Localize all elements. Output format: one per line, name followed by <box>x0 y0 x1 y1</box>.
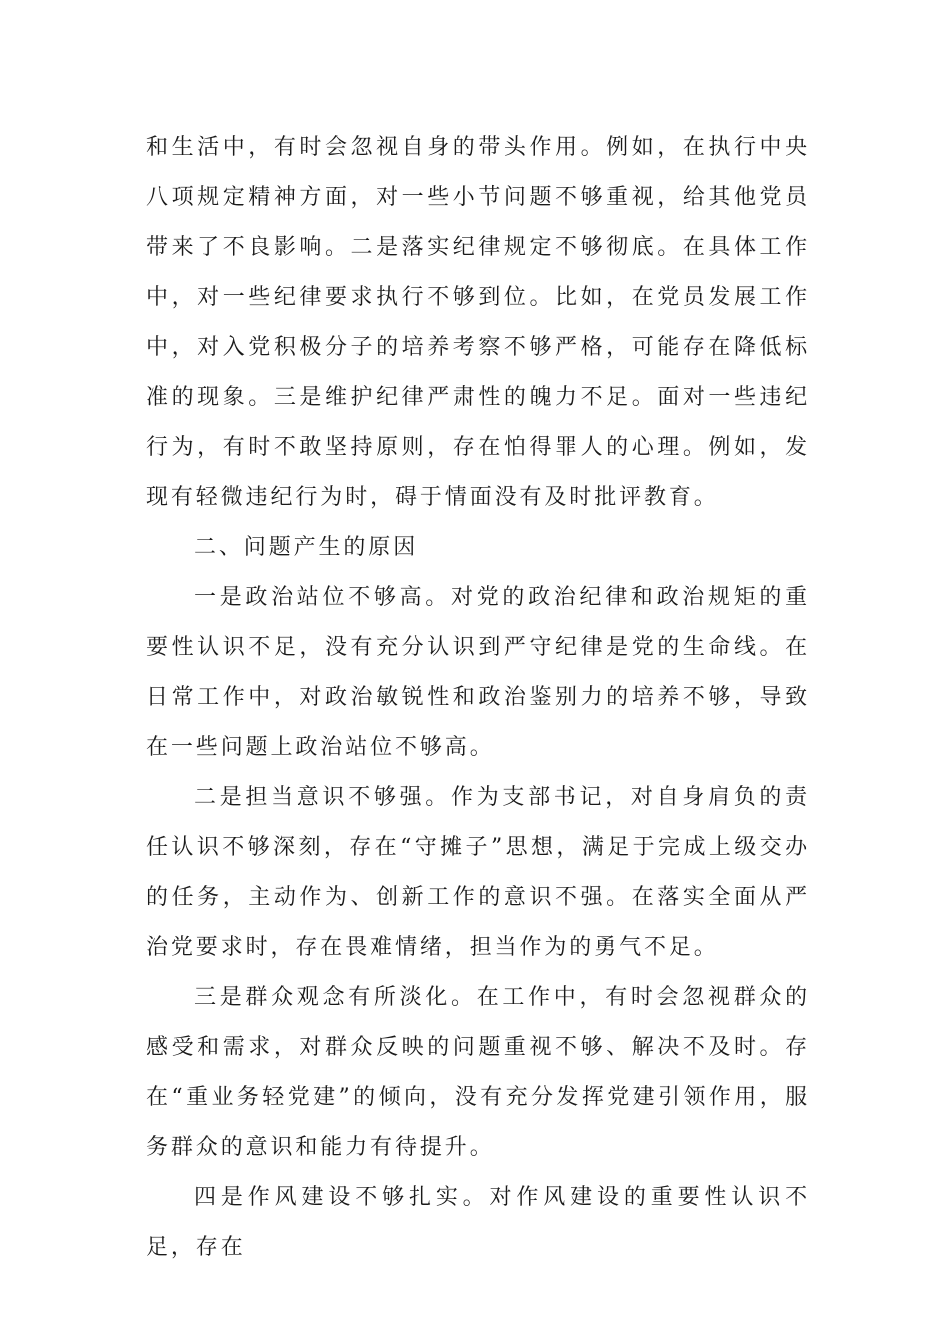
paragraph-responsibility: 二是担当意识不够强。作为支部书记，对自身肩负的责任认识不够深刻，存在“守摊子”思想，满足于完成上级交办的任务，主动作为、创新工作的意识不强。在落实全面从严治党要求时，存在畏难情绪，担当作为的勇气不足。 <box>146 785 810 960</box>
continuation-paragraph: 和生活中，有时会忽视自身的带头作用。例如，在执行中央八项规定精神方面，对一些小节问题不够重视，给其他党员带来了不良影响。二是落实纪律规定不够彻底。在具体工作中，对一些纪律要求执行不够到位。比如，在党员发展工作中，对入党积极分子的培养考察不够严格，可能存在降低标准的现象。三是维护纪律严肃性的魄力不足。面对一些违纪行为，有时不敢坚持原则，存在怕得罪人的心理。例如，发现有轻微违纪行为时，碍于情面没有及时批评教育。 <box>146 135 810 510</box>
section-heading: 二、问题产生的原因 <box>194 535 419 560</box>
paragraph-political-stance: 一是政治站位不够高。对党的政治纪律和政治规矩的重要性认识不足，没有充分认识到严守纪律是党的生命线。在日常工作中，对政治敏锐性和政治鉴别力的培养不够，导致在一些问题上政治站位不够高。 <box>146 585 810 760</box>
paragraph-work-style: 四是作风建设不够扎实。对作风建设的重要性认识不足，存在 <box>146 1185 810 1260</box>
paragraph-mass-line: 三是群众观念有所淡化。在工作中，有时会忽视群众的感受和需求，对群众反映的问题重视不够、解决不及时。存在“重业务轻党建”的倾向，没有充分发挥党建引领作用，服务群众的意识和能力有待提升。 <box>146 985 810 1160</box>
